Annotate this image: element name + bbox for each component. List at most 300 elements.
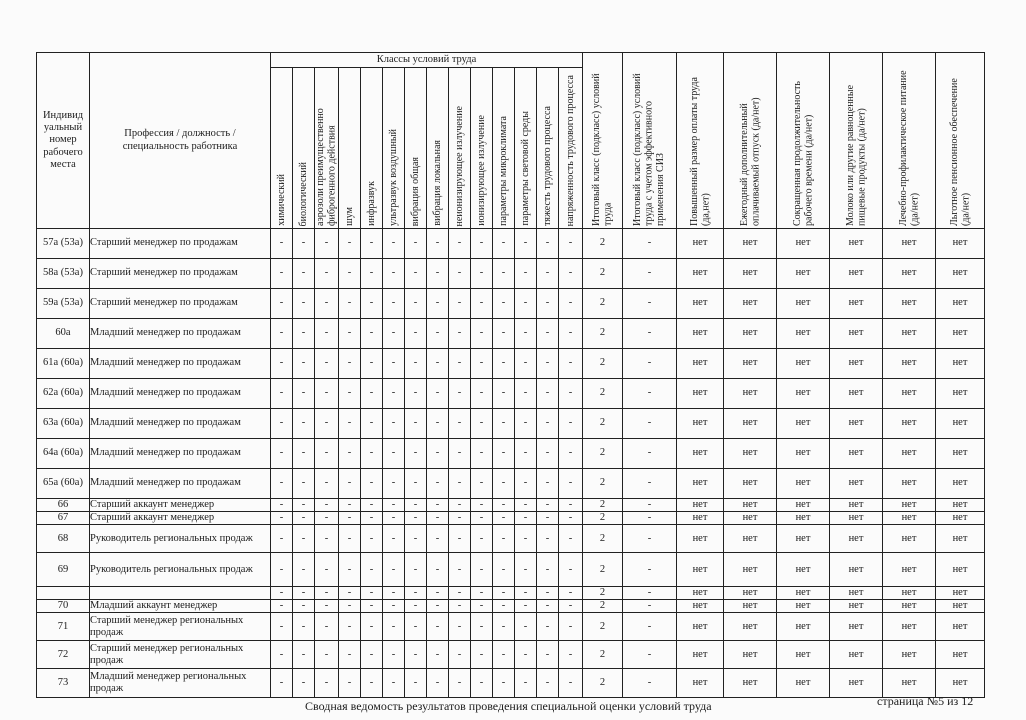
factor-class-cell: - xyxy=(315,512,339,525)
factor-class-cell: - xyxy=(271,319,293,349)
factor-class-cell: - xyxy=(559,587,583,600)
guarantee-cell: нет xyxy=(724,409,777,439)
factor-class-cell: - xyxy=(293,553,315,587)
factor-class-cell: - xyxy=(493,512,515,525)
factor-class-cell: - xyxy=(559,229,583,259)
guarantee-cell: нет xyxy=(777,613,830,641)
factor-class-cell: - xyxy=(427,587,449,600)
total-class-siz-cell: - xyxy=(623,525,677,553)
factor-class-cell: - xyxy=(361,587,383,600)
factor-class-cell: - xyxy=(271,349,293,379)
factor-class-cell: - xyxy=(493,613,515,641)
header-factor: инфразвук xyxy=(361,68,383,229)
guarantee-cell: нет xyxy=(936,409,985,439)
guarantee-cell: нет xyxy=(936,587,985,600)
factor-class-cell: - xyxy=(405,641,427,669)
factor-class-cell: - xyxy=(383,409,405,439)
factor-class-cell: - xyxy=(559,600,583,613)
guarantee-cell: нет xyxy=(883,409,936,439)
factor-class-cell: - xyxy=(315,439,339,469)
factor-class-cell: - xyxy=(293,587,315,600)
factor-class-cell: - xyxy=(383,669,405,698)
factor-class-cell: - xyxy=(493,553,515,587)
guarantee-cell: нет xyxy=(936,613,985,641)
factor-class-cell: - xyxy=(361,641,383,669)
guarantee-cell: нет xyxy=(677,512,724,525)
factor-class-cell: - xyxy=(361,669,383,698)
guarantee-cell: нет xyxy=(883,525,936,553)
factor-class-cell: - xyxy=(427,613,449,641)
guarantee-cell: нет xyxy=(677,409,724,439)
guarantee-cell: нет xyxy=(830,259,883,289)
factor-class-cell: - xyxy=(383,469,405,499)
factor-class-cell: - xyxy=(361,379,383,409)
profession-cell: Старший менеджер региональных продаж xyxy=(90,613,271,641)
factor-class-cell: - xyxy=(559,525,583,553)
guarantee-cell: нет xyxy=(724,319,777,349)
guarantee-cell: нет xyxy=(830,587,883,600)
total-class-siz-cell: - xyxy=(623,439,677,469)
workplace-id-cell: 58а (53а) xyxy=(37,259,90,289)
total-class-siz-cell: - xyxy=(623,587,677,600)
factor-class-cell: - xyxy=(537,553,559,587)
total-class-cell: 2 xyxy=(583,319,623,349)
guarantee-cell: нет xyxy=(777,409,830,439)
factor-class-cell: - xyxy=(449,289,471,319)
factor-class-cell: - xyxy=(293,379,315,409)
factor-class-cell: - xyxy=(427,553,449,587)
factor-class-cell: - xyxy=(361,349,383,379)
factor-class-cell: - xyxy=(537,469,559,499)
factor-class-cell: - xyxy=(315,349,339,379)
total-class-cell: 2 xyxy=(583,587,623,600)
factor-class-cell: - xyxy=(427,289,449,319)
factor-class-cell: - xyxy=(471,553,493,587)
table-row xyxy=(37,499,985,512)
table-row xyxy=(37,409,985,439)
factor-class-cell: - xyxy=(515,613,537,641)
factor-class-cell: - xyxy=(537,587,559,600)
header-factor: ультразвук воздушный xyxy=(383,68,405,229)
factor-class-cell: - xyxy=(427,259,449,289)
guarantee-cell: нет xyxy=(777,641,830,669)
factor-class-cell: - xyxy=(537,409,559,439)
factor-class-cell: - xyxy=(427,319,449,349)
factor-class-cell: - xyxy=(537,259,559,289)
workplace-id-cell: 62а (60а) xyxy=(37,379,90,409)
guarantee-cell: нет xyxy=(936,553,985,587)
guarantee-cell: нет xyxy=(677,289,724,319)
table-body xyxy=(37,229,985,698)
factor-class-cell: - xyxy=(361,319,383,349)
header-extra-pay: Повышенный размер оплаты труда (да,нет) xyxy=(677,53,724,229)
header-factor: вибрация общая xyxy=(405,68,427,229)
header-total-class: Итоговый класс (подкласс) условий труда xyxy=(583,53,623,229)
guarantee-cell: нет xyxy=(724,289,777,319)
header-factor: биологический xyxy=(293,68,315,229)
factor-class-cell: - xyxy=(537,379,559,409)
factor-class-cell: - xyxy=(515,553,537,587)
factor-class-cell: - xyxy=(449,600,471,613)
factor-class-cell: - xyxy=(271,512,293,525)
profession-cell: Руководитель региональных продаж xyxy=(90,553,271,587)
profession-cell: Младший менеджер по продажам xyxy=(90,319,271,349)
factor-class-cell: - xyxy=(339,439,361,469)
total-class-siz-cell: - xyxy=(623,409,677,439)
guarantee-cell: нет xyxy=(724,439,777,469)
factor-class-cell: - xyxy=(315,525,339,553)
sout-summary-table xyxy=(36,52,985,698)
guarantee-cell: нет xyxy=(777,600,830,613)
guarantee-cell: нет xyxy=(677,229,724,259)
factor-class-cell: - xyxy=(471,469,493,499)
factor-class-cell: - xyxy=(471,669,493,698)
factor-class-cell: - xyxy=(449,499,471,512)
guarantee-cell: нет xyxy=(777,229,830,259)
workplace-id-cell: 68 xyxy=(37,525,90,553)
factor-class-cell: - xyxy=(315,669,339,698)
factor-class-cell: - xyxy=(293,349,315,379)
total-class-siz-cell: - xyxy=(623,259,677,289)
guarantee-cell: нет xyxy=(936,229,985,259)
factor-class-cell: - xyxy=(339,641,361,669)
total-class-siz-cell: - xyxy=(623,641,677,669)
factor-class-cell: - xyxy=(405,553,427,587)
profession-cell: Старший аккаунт менеджер xyxy=(90,499,271,512)
factor-class-cell: - xyxy=(559,613,583,641)
table-row xyxy=(37,289,985,319)
guarantee-cell: нет xyxy=(677,641,724,669)
factor-class-cell: - xyxy=(361,229,383,259)
factor-class-cell: - xyxy=(405,379,427,409)
factor-class-cell: - xyxy=(515,289,537,319)
guarantee-cell: нет xyxy=(830,600,883,613)
factor-class-cell: - xyxy=(383,439,405,469)
guarantee-cell: нет xyxy=(830,469,883,499)
header-factor: вибрация локальная xyxy=(427,68,449,229)
factor-class-cell: - xyxy=(293,469,315,499)
header-workplace-id: Индивид уальный номер рабочего места xyxy=(37,53,90,229)
header-preventive-food: Лечебно-профилактическое питание (да/нет) xyxy=(883,53,936,229)
table-row xyxy=(37,469,985,499)
factor-class-cell: - xyxy=(339,553,361,587)
total-class-siz-cell: - xyxy=(623,229,677,259)
factor-class-cell: - xyxy=(559,439,583,469)
factor-class-cell: - xyxy=(361,409,383,439)
factor-class-cell: - xyxy=(559,499,583,512)
guarantee-cell: нет xyxy=(777,379,830,409)
factor-class-cell: - xyxy=(405,229,427,259)
workplace-id-cell: 60а xyxy=(37,319,90,349)
table-row xyxy=(37,641,985,669)
guarantee-cell: нет xyxy=(677,525,724,553)
factor-class-cell: - xyxy=(449,469,471,499)
factor-class-cell: - xyxy=(559,512,583,525)
guarantee-cell: нет xyxy=(883,439,936,469)
factor-class-cell: - xyxy=(449,512,471,525)
factor-class-cell: - xyxy=(537,525,559,553)
total-class-cell: 2 xyxy=(583,600,623,613)
guarantee-cell: нет xyxy=(777,319,830,349)
guarantee-cell: нет xyxy=(677,587,724,600)
factor-class-cell: - xyxy=(361,525,383,553)
profession-cell: Младший менеджер по продажам xyxy=(90,439,271,469)
factor-class-cell: - xyxy=(427,379,449,409)
factor-class-cell: - xyxy=(293,669,315,698)
factor-class-cell: - xyxy=(493,669,515,698)
factor-class-cell: - xyxy=(449,641,471,669)
guarantee-cell: нет xyxy=(724,259,777,289)
factor-class-cell: - xyxy=(471,600,493,613)
factor-class-cell: - xyxy=(339,409,361,439)
factor-class-cell: - xyxy=(515,379,537,409)
factor-class-cell: - xyxy=(515,587,537,600)
factor-class-cell: - xyxy=(293,525,315,553)
guarantee-cell: нет xyxy=(724,669,777,698)
guarantee-cell: нет xyxy=(777,512,830,525)
factor-class-cell: - xyxy=(471,499,493,512)
factor-class-cell: - xyxy=(383,319,405,349)
total-class-siz-cell: - xyxy=(623,379,677,409)
factor-class-cell: - xyxy=(271,289,293,319)
guarantee-cell: нет xyxy=(936,499,985,512)
guarantee-cell: нет xyxy=(830,289,883,319)
header-factor: шум xyxy=(339,68,361,229)
page-number: страница №5 из 12 xyxy=(877,694,974,708)
profession-cell: Младший аккаунт менеджер xyxy=(90,600,271,613)
factor-class-cell: - xyxy=(315,641,339,669)
total-class-cell: 2 xyxy=(583,409,623,439)
factor-class-cell: - xyxy=(449,553,471,587)
workplace-id-cell: 57а (53а) xyxy=(37,229,90,259)
factor-class-cell: - xyxy=(383,229,405,259)
guarantee-cell: нет xyxy=(830,229,883,259)
workplace-id-cell xyxy=(37,587,90,600)
header-pension: Льготное пенсионное обеспечение (да/нет) xyxy=(936,53,985,229)
factor-class-cell: - xyxy=(515,469,537,499)
factor-class-cell: - xyxy=(427,439,449,469)
factor-class-cell: - xyxy=(515,349,537,379)
factor-class-cell: - xyxy=(405,499,427,512)
factor-class-cell: - xyxy=(271,600,293,613)
factor-class-cell: - xyxy=(515,600,537,613)
factor-class-cell: - xyxy=(537,349,559,379)
factor-class-cell: - xyxy=(361,499,383,512)
factor-class-cell: - xyxy=(361,439,383,469)
factor-class-cell: - xyxy=(493,289,515,319)
factor-class-cell: - xyxy=(559,259,583,289)
total-class-siz-cell: - xyxy=(623,553,677,587)
guarantee-cell: нет xyxy=(777,259,830,289)
factor-class-cell: - xyxy=(271,409,293,439)
guarantee-cell: нет xyxy=(883,553,936,587)
factor-class-cell: - xyxy=(339,512,361,525)
factor-class-cell: - xyxy=(383,525,405,553)
factor-class-cell: - xyxy=(361,613,383,641)
factor-class-cell: - xyxy=(515,525,537,553)
factor-class-cell: - xyxy=(471,259,493,289)
guarantee-cell: нет xyxy=(883,512,936,525)
workplace-id-cell: 69 xyxy=(37,553,90,587)
factor-class-cell: - xyxy=(449,587,471,600)
table-row xyxy=(37,319,985,349)
total-class-cell: 2 xyxy=(583,259,623,289)
factor-class-cell: - xyxy=(293,600,315,613)
factor-class-cell: - xyxy=(405,587,427,600)
guarantee-cell: нет xyxy=(883,469,936,499)
guarantee-cell: нет xyxy=(936,469,985,499)
guarantee-cell: нет xyxy=(677,319,724,349)
factor-class-cell: - xyxy=(493,499,515,512)
factor-class-cell: - xyxy=(293,409,315,439)
factor-class-cell: - xyxy=(493,469,515,499)
guarantee-cell: нет xyxy=(936,319,985,349)
factor-class-cell: - xyxy=(515,499,537,512)
header-factor: неионизирующее излучение xyxy=(449,68,471,229)
factor-class-cell: - xyxy=(315,600,339,613)
factor-class-cell: - xyxy=(383,587,405,600)
factor-class-cell: - xyxy=(383,379,405,409)
guarantee-cell: нет xyxy=(883,613,936,641)
total-class-siz-cell: - xyxy=(623,600,677,613)
factor-class-cell: - xyxy=(383,499,405,512)
factor-class-cell: - xyxy=(449,409,471,439)
factor-class-cell: - xyxy=(339,469,361,499)
factor-class-cell: - xyxy=(493,587,515,600)
factor-class-cell: - xyxy=(537,229,559,259)
guarantee-cell: нет xyxy=(830,349,883,379)
factor-class-cell: - xyxy=(271,669,293,698)
factor-class-cell: - xyxy=(471,512,493,525)
total-class-cell: 2 xyxy=(583,499,623,512)
factor-class-cell: - xyxy=(361,259,383,289)
factor-class-cell: - xyxy=(471,319,493,349)
factor-class-cell: - xyxy=(449,613,471,641)
factor-class-cell: - xyxy=(449,525,471,553)
factor-class-cell: - xyxy=(383,289,405,319)
factor-class-cell: - xyxy=(537,600,559,613)
factor-class-cell: - xyxy=(315,613,339,641)
factor-class-cell: - xyxy=(493,319,515,349)
factor-class-cell: - xyxy=(405,289,427,319)
factor-class-cell: - xyxy=(559,409,583,439)
header-factor: параметры микроклимата xyxy=(493,68,515,229)
header-factor: химический xyxy=(271,68,293,229)
workplace-id-cell: 73 xyxy=(37,669,90,698)
guarantee-cell: нет xyxy=(777,469,830,499)
factor-class-cell: - xyxy=(271,641,293,669)
factor-class-cell: - xyxy=(339,259,361,289)
guarantee-cell: нет xyxy=(936,439,985,469)
factor-class-cell: - xyxy=(493,641,515,669)
guarantee-cell: нет xyxy=(677,349,724,379)
guarantee-cell: нет xyxy=(883,669,936,698)
factor-class-cell: - xyxy=(339,289,361,319)
factor-class-cell: - xyxy=(271,553,293,587)
table-row xyxy=(37,600,985,613)
total-class-cell: 2 xyxy=(583,525,623,553)
factor-class-cell: - xyxy=(493,259,515,289)
guarantee-cell: нет xyxy=(883,641,936,669)
guarantee-cell: нет xyxy=(677,469,724,499)
profession-cell: Старший менеджер по продажам xyxy=(90,289,271,319)
factor-class-cell: - xyxy=(515,259,537,289)
guarantee-cell: нет xyxy=(777,525,830,553)
factor-class-cell: - xyxy=(427,600,449,613)
guarantee-cell: нет xyxy=(883,600,936,613)
table-row xyxy=(37,512,985,525)
guarantee-cell: нет xyxy=(677,439,724,469)
factor-class-cell: - xyxy=(315,229,339,259)
factor-class-cell: - xyxy=(361,469,383,499)
workplace-id-cell: 71 xyxy=(37,613,90,641)
header-factor: ионизирующее излучение xyxy=(471,68,493,229)
table-row xyxy=(37,349,985,379)
guarantee-cell: нет xyxy=(724,379,777,409)
guarantee-cell: нет xyxy=(677,259,724,289)
guarantee-cell: нет xyxy=(724,587,777,600)
total-class-cell: 2 xyxy=(583,439,623,469)
factor-class-cell: - xyxy=(515,512,537,525)
factor-class-cell: - xyxy=(559,319,583,349)
factor-class-cell: - xyxy=(427,499,449,512)
factor-class-cell: - xyxy=(339,613,361,641)
guarantee-cell: нет xyxy=(883,349,936,379)
factor-class-cell: - xyxy=(427,409,449,439)
header-short-hours: Сокращенная продолжительность рабочего времени (да/нет) xyxy=(777,53,830,229)
guarantee-cell: нет xyxy=(830,439,883,469)
factor-class-cell: - xyxy=(427,525,449,553)
guarantee-cell: нет xyxy=(677,613,724,641)
total-class-siz-cell: - xyxy=(623,669,677,698)
factor-class-cell: - xyxy=(405,512,427,525)
factor-class-cell: - xyxy=(361,512,383,525)
factor-class-cell: - xyxy=(471,439,493,469)
total-class-cell: 2 xyxy=(583,613,623,641)
factor-class-cell: - xyxy=(515,229,537,259)
factor-class-cell: - xyxy=(271,259,293,289)
total-class-siz-cell: - xyxy=(623,289,677,319)
workplace-id-cell: 61а (60а) xyxy=(37,349,90,379)
factor-class-cell: - xyxy=(293,259,315,289)
factor-class-cell: - xyxy=(471,289,493,319)
table-row xyxy=(37,553,985,587)
header-factor-group: Классы условий труда xyxy=(271,53,583,68)
workplace-id-cell: 65а (60а) xyxy=(37,469,90,499)
guarantee-cell: нет xyxy=(724,525,777,553)
guarantee-cell: нет xyxy=(777,499,830,512)
factor-class-cell: - xyxy=(559,469,583,499)
total-class-cell: 2 xyxy=(583,349,623,379)
guarantee-cell: нет xyxy=(883,319,936,349)
guarantee-cell: нет xyxy=(883,379,936,409)
factor-class-cell: - xyxy=(405,525,427,553)
total-class-siz-cell: - xyxy=(623,349,677,379)
workplace-id-cell: 64а (60а) xyxy=(37,439,90,469)
factor-class-cell: - xyxy=(315,469,339,499)
factor-class-cell: - xyxy=(339,587,361,600)
factor-class-cell: - xyxy=(537,439,559,469)
guarantee-cell: нет xyxy=(724,349,777,379)
factor-class-cell: - xyxy=(339,229,361,259)
total-class-cell: 2 xyxy=(583,641,623,669)
factor-class-cell: - xyxy=(427,229,449,259)
factor-class-cell: - xyxy=(471,587,493,600)
factor-class-cell: - xyxy=(515,319,537,349)
factor-class-cell: - xyxy=(315,379,339,409)
factor-class-cell: - xyxy=(405,600,427,613)
factor-class-cell: - xyxy=(449,259,471,289)
